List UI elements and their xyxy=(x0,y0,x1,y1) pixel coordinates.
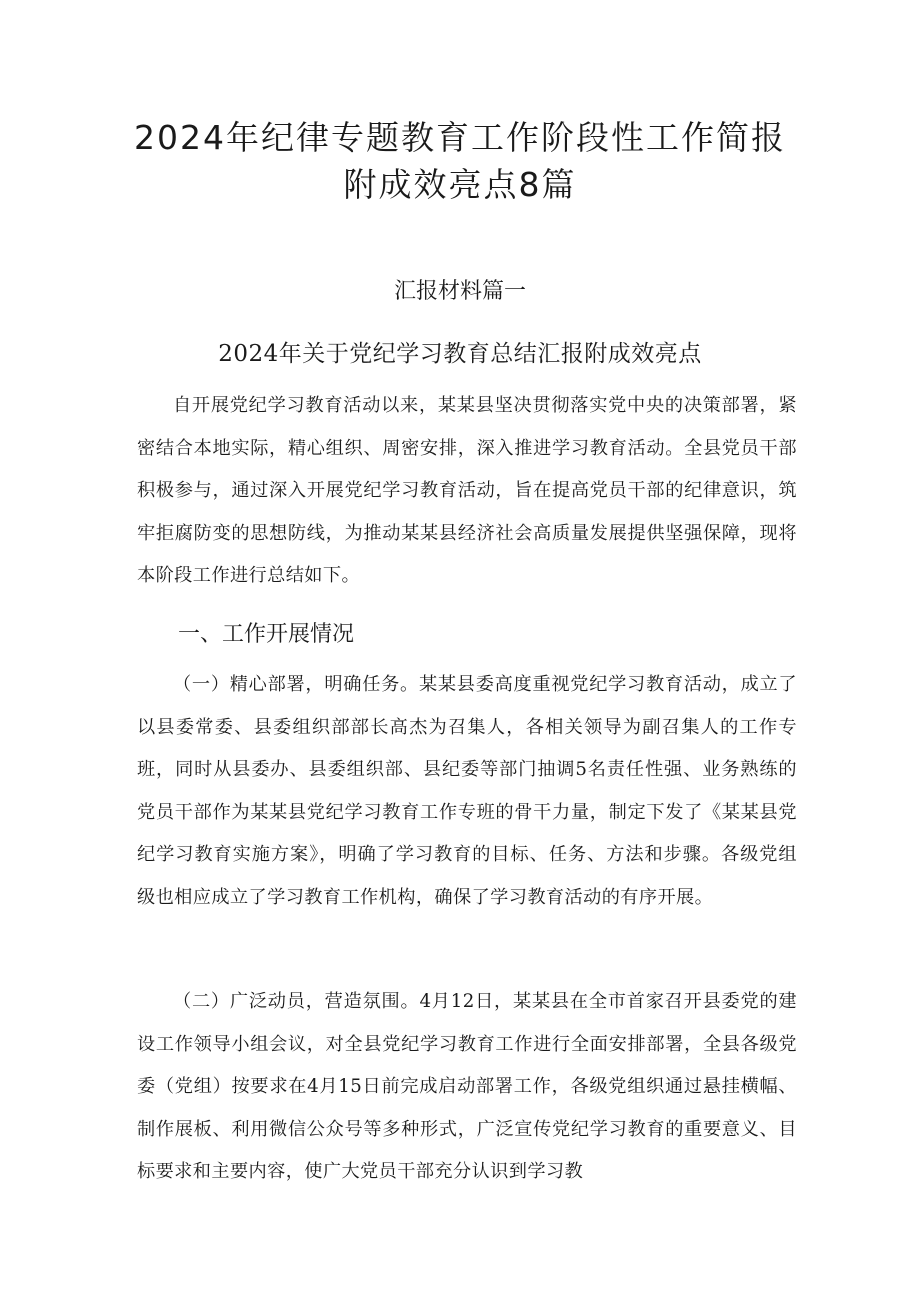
paragraph-deployment: （一）精心部署，明确任务。某某县委高度重视党纪学习教育活动，成立了以县委常委、县委组织部部长高杰为召集人，各相关领导为副召集人的工作专班，同时从县委办、县委组织部、县纪委等部门抽调5名责任性强、业务熟练的党员干部作为某某县党纪学习教育工作专班的骨干力量，制定下发了《某某县党纪学习教育实施方案》，明确了学习教育的目标、任务、方法和步骤。各级党组级也相应成立了学习教育工作机构，确保了学习教育活动的有序开展。 xyxy=(137,674,797,908)
document-title-line-2: 附成效亮点8篇 xyxy=(343,165,577,204)
document-title-line-1: 2024年纪律专题教育工作阶段性工作简报 xyxy=(134,118,786,157)
intro-paragraph: 自开展党纪学习教育活动以来，某某县坚决贯彻落实党中央的决策部署，紧密结合本地实际，精心组织、周密安排，深入推进学习教育活动。全县党员干部积极参与，通过深入开展党纪学习教育活动，旨在提高党员干部的纪律意识，筑牢拒腐防变的思想防线，为推动某某县经济社会高质量发展提供坚强保障，现将本阶段工作进行总结如下。 xyxy=(137,395,797,587)
section-label: 汇报材料篇一 xyxy=(393,279,526,304)
heading-work-progress: 一、工作开展情况 xyxy=(178,622,355,647)
paragraph-mobilization: （二）广泛动员，营造氛围。4月12日，某某县在全市首家召开县委党的建设工作领导小组会议，对全县党纪学习教育工作进行全面安排部署，全县各级党委（党组）按要求在4月15日前完成启动部署工作，各级党组织通过悬挂横幅、制作展板、利用微信公众号等多种形式，广泛宣传党纪学习教育的重要意义、目标要求和主要内容，使广大党员干部充分认识到学习教 xyxy=(137,991,797,1183)
article-title: 2024年关于党纪学习教育总结汇报附成效亮点 xyxy=(218,341,702,367)
